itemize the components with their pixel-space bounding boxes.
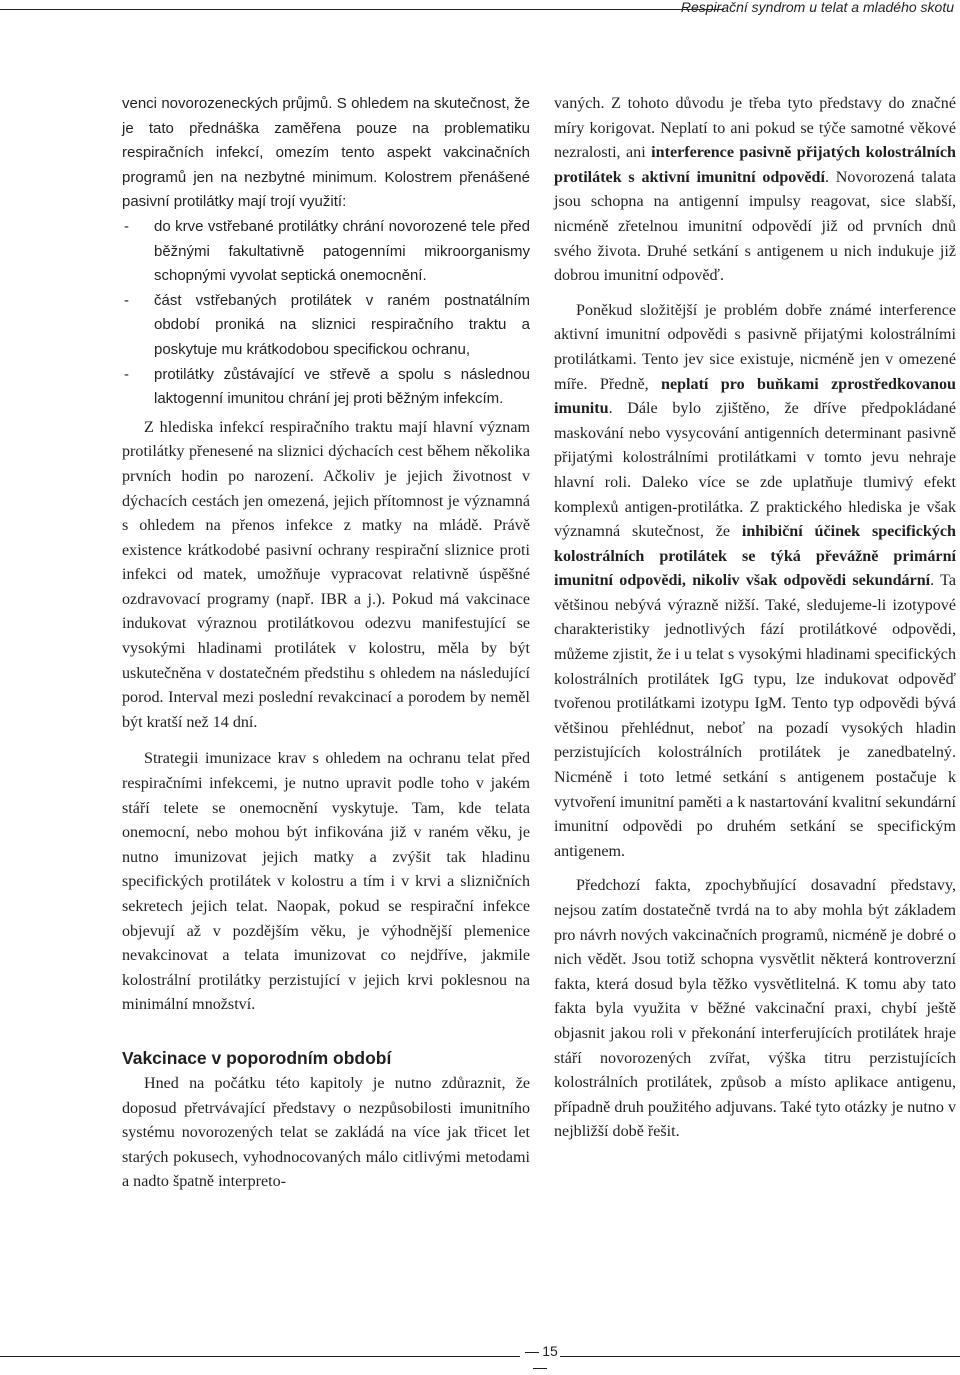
text-run: . Ta většinou nebývá výrazně nižší. Také, sledujeme-li izotypové charakteristiky jednotlivých fází protilátkové odpovědi, můžeme zjistit, že i u telat s vysokými hladinami specifických kolostrálních protilátek IgG typu, lze indukovat odpověď tvořenou protilátkami izotypu IgM. Tento typ odpovědi bývá většinou přehlédnut, neboť na pozadí vysokých hladin perzistujících kolostrálních protilátek je zanedbatelný. Nicméně i toto letmé setkání s antigenem postačuje k vytvoření imunitní paměti a k nastartování kvalitní sekundární imunitní odpovědi po druhém setkání se specifickým antigenem. <box>554 572 956 860</box>
dash-left <box>525 1352 539 1353</box>
paragraph-strategy: Strategii imunizace krav s ohledem na ochranu telat před respiračními infekcemi, je nutno upravit podle toho v jakém stáří telete se onemocnění vyskytuje. Tam, kde telata onemocní, nebo mohou být infikována již v raném věku, je nutno imunizovat jejich matky a zvýšit tak hladinu specifických protilátek v kolostru a tím i v krvi a slizničních sekretech jejich telat. Naopak, pokud se respirační infekce objevují až v pozdějším věku, je výhodnější plemenice nevakcinovat a telata imunizovat co nejdříve, jakmile kolostrální protilátky perzistující v jejich krvi poklesnou na minimální množství. <box>122 750 530 1014</box>
emphasis-text: inhibiční účinek specifických kolostrálních protilátek se týká převážně primární imunitní odpovědi, nikoliv však odpovědi sekundární <box>554 523 956 590</box>
colostrum-uses-list <box>122 215 530 412</box>
section-heading: Vakcinace v poporodním období <box>122 1047 392 1068</box>
emphasis-text: interference pasivně přijatých kolostrálních protilátek s aktivní imunitní odpovědí <box>554 144 956 186</box>
dash-right <box>533 1368 547 1369</box>
page-number <box>520 1343 560 1375</box>
page-number-text: 15 <box>542 1343 558 1359</box>
list-item: - do krve vstřebané protilátky chrání novorozené tele před běžnými fakultativně patogenními mikroorganismy schopnými vyvolat septická onemocnění. <box>122 215 530 289</box>
paragraph-continued <box>554 92 956 289</box>
page-header <box>0 0 960 20</box>
paragraph-respiratory: Z hlediska infekcí respiračního traktu mají hlavní význam protilátky přenesené na sliznici dýchacích cest během několika prvních hodin po narození. Ačkoliv je jejich životnost v dýchacích cestách jen omezená, jejich přítomnost je významná s ohledem na přenos infekce z matky na mládě. Právě existence krátkodobé pasivní ochrany respirační sliznice proti infekci od matek, umožňuje vypracovat relativně úspěšné ozdravovací programy (např. IBR a j.). Pokud má vakcinace indukovat výraznou protilátkovou odezvu manifestující se vysokými hladinami protilátek v kolostru, měla by být uskutečněna v dostatečném předstihu s ohledem na následující porod. Interval mezi poslední revakcinací a porodem by neměl být kratší než 14 dní. <box>122 418 530 731</box>
paragraph-intro: venci novorozeneckých průjmů. S ohledem na skutečnost, že je tato přednáška zaměřena pouze na problematiku respiračních infekcí, omezím tento aspekt vakcinačních programů jen na nezbytné minimum. Kolostrem přenášené pasivní protilátky mají trojí využití: <box>122 95 530 211</box>
running-title: Respirační syndrom u telat a mladého skotu <box>680 0 954 15</box>
paragraph-conclusion: Předchozí fakta, zpochybňující dosavadní představy, nejsou zatím dostatečně tvrdá na to aby mohla být základem pro návrh nových vakcinačních programů, nicméně je dobré o nich vědět. Jsou totiž schopna vysvětlit některá kontroverzní fakta, která dosud byla těžko vysvětlitelná. K tomu aby tato fakta byla využita v běžné vakcinační praxi, chybí ještě objasnit jakou roli v překonání interferujících protilátek hraje stáří novorozených zvířat, výška titru perzistujících kolostrálních protilátek, způsob a místo aplikace antigenu, případně druh použitého adjuvans. Také tyto otázky je nutno v nejbližší době řešit. <box>554 877 956 1141</box>
paragraph-interference <box>554 299 956 865</box>
text-run: Poněkud složitější je problém dobře známé interference aktivní imunitní odpovědi s pasivně přijatými kolostrálními protilátkami. Tento jev sice existuje, nicméně jen v omezené míře. Předně, <box>554 301 956 393</box>
text-run: . Novorozená talata jsou schopna na antigenní impulsy reagovat, sice slabší, nicméně zřetelnou imunitní odpovědí již od prvních dnů svého života. Druhé setkání s antigenem u nich indukuje již dobrou imunitní odpověď. <box>554 168 956 285</box>
header-rule <box>0 9 724 10</box>
list-item: - protilátky zůstávající ve střevě a spolu s následnou laktogenní imunitou chrání jej proti běžným infekcím. <box>122 363 530 412</box>
right-column <box>554 92 956 1145</box>
list-item: - část vstřebaných protilátek v raném postnatálním období proniká na sliznici respiračního traktu a poskytuje mu krátkodobou specifickou ochranu, <box>122 289 530 363</box>
text-run: . Dále bylo zjištěno, že dříve předpokládané maskování nebo vysycování antigenních determinant pasivně přijatými kolostrálními protilátkami v tomto jevu nehraje hlavní roli. Daleko více se zde uplatňuje tlumivý efekt komplexů antigen-protilátka. Z praktického hlediska je však významná skutečnost, že <box>554 400 956 541</box>
left-column <box>122 92 530 1195</box>
footer-rule <box>0 1356 960 1357</box>
emphasis-text: neplatí pro buňkami zprostředkovanou imunitu <box>554 375 957 418</box>
text-run: vaných. Z tohoto důvodu je třeba tyto představy do značné míry korigovat. Neplatí to ani pokud se týče samotné věkové nezralosti, ani <box>554 95 956 162</box>
paragraph-postnatal: Hned na počátku této kapitoly je nutno zdůraznit, že doposud přetrvávající představy o nezpůsobilosti imunitního systému novorozených telat se zakládá na více jak třicet let starých pokusech, vyhodnocovaných málo citlivými metodami a nadto špatně interpreto- <box>122 1074 530 1191</box>
